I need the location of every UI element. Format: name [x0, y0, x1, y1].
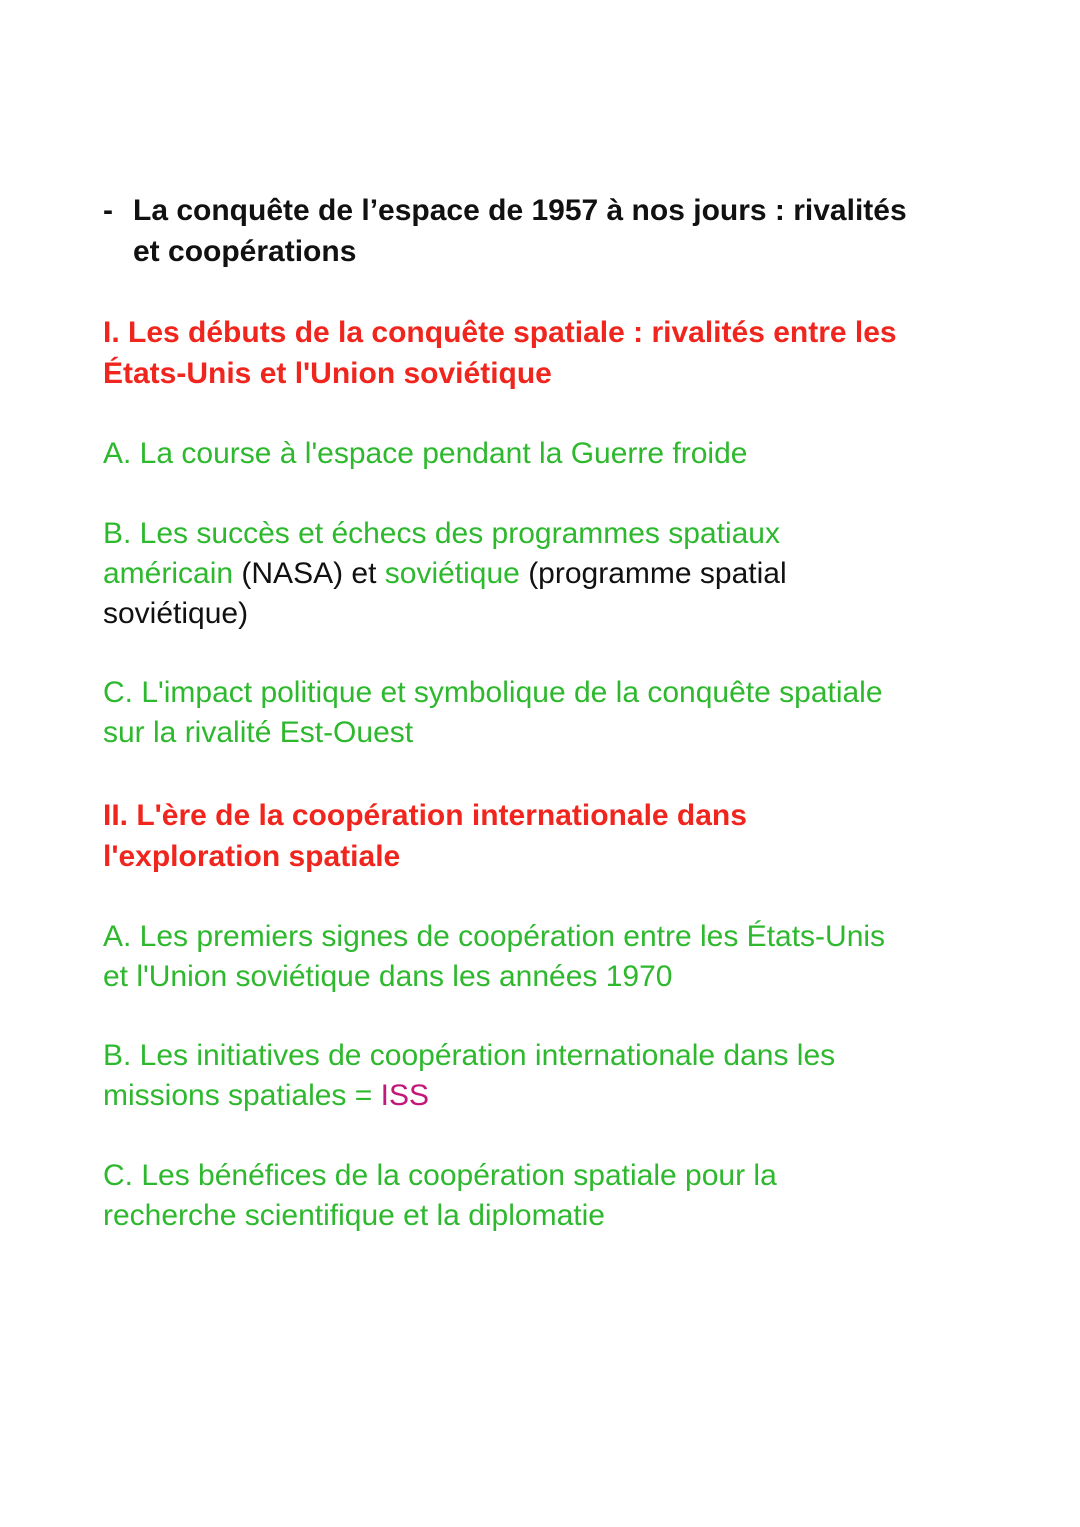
- subsection-1a: [103, 434, 983, 474]
- subsection-2a: [103, 917, 983, 997]
- section-heading-1-line-2: États-Unis et l'Union soviétique: [103, 357, 552, 390]
- subsection-1b-soviet: soviétique: [384, 557, 520, 590]
- subsection-2c-line-1: C. Les bénéfices de la coopération spatiale pour la: [103, 1159, 777, 1192]
- subsection-2c: [103, 1156, 983, 1236]
- title-line-1: La conquête de l’espace de 1957 à nos jours : rivalités: [133, 194, 907, 227]
- section-heading-2: [103, 795, 983, 877]
- subsection-1b-program: (programme spatial: [519, 557, 787, 590]
- subsection-1c-line-2: sur la rivalité Est-Ouest: [103, 716, 414, 749]
- subsection-1b: [103, 514, 983, 634]
- subsection-1a-text: A. La course à l'espace pendant la Guerre froide: [103, 437, 748, 470]
- subsection-2a-line-1: A. Les premiers signes de coopération entre les États-Unis: [103, 920, 886, 953]
- subsection-1b-line-1: B. Les succès et échecs des programmes spatiaux: [103, 517, 780, 550]
- section-heading-2-line-1: II. L'ère de la coopération internationale dans: [103, 799, 747, 832]
- document-title: [103, 190, 1003, 272]
- subsection-2a-line-2: et l'Union soviétique dans les années 1970: [103, 960, 673, 993]
- subsection-1c-line-1: C. L'impact politique et symbolique de la conquête spatiale: [103, 676, 883, 709]
- subsection-2b-missions: missions spatiales: [103, 1079, 347, 1112]
- subsection-2b-equals: =: [346, 1079, 381, 1112]
- section-heading-2-line-2: l'exploration spatiale: [103, 840, 401, 873]
- section-heading-1: [103, 312, 983, 394]
- title-dash: -: [103, 194, 113, 227]
- section-heading-1-line-1: I. Les débuts de la conquête spatiale : rivalités entre les: [103, 316, 897, 349]
- subsection-1b-line-3: soviétique): [103, 597, 249, 630]
- subsection-1c: [103, 673, 983, 753]
- subsection-1b-nasa: (NASA) et: [233, 557, 385, 590]
- subsection-2c-line-2: recherche scientifique et la diplomatie: [103, 1199, 605, 1232]
- subsection-2b-line-1: B. Les initiatives de coopération internationale dans les: [103, 1039, 836, 1072]
- subsection-2b-iss: ISS: [380, 1079, 429, 1112]
- subsection-1b-american: américain: [103, 557, 234, 590]
- subsection-2b: [103, 1036, 983, 1116]
- title-line-2: et coopérations: [133, 235, 357, 268]
